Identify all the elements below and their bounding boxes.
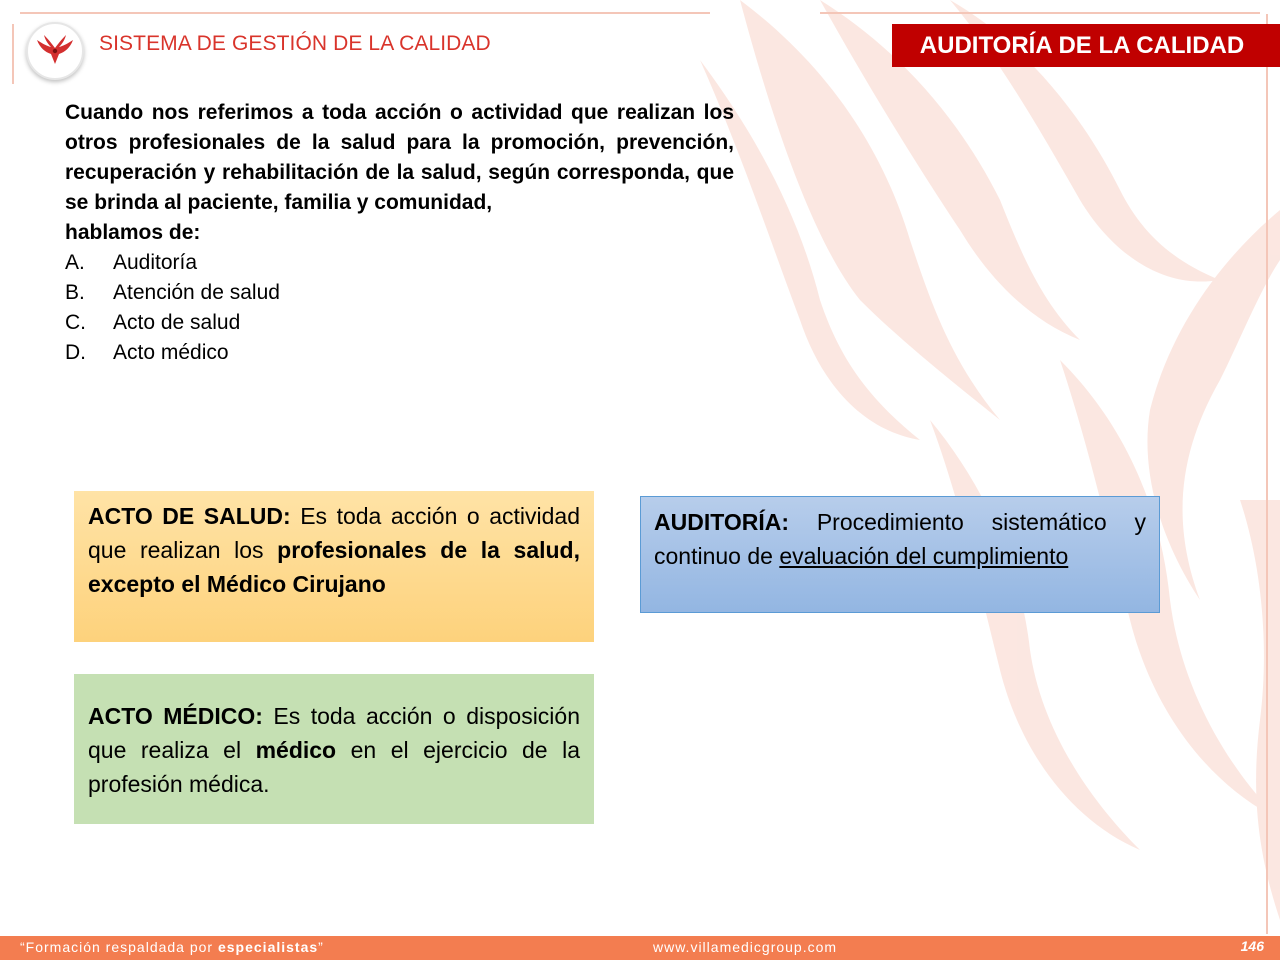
option-text: Atención de salud: [113, 281, 280, 304]
option-b: [65, 278, 734, 308]
option-letter: C.: [65, 311, 86, 334]
page-number: 146: [1240, 938, 1264, 954]
auditoria-box: [640, 496, 1160, 613]
footer-slogan: [20, 939, 324, 955]
slogan-post: ”: [318, 939, 324, 955]
acto-de-salud-text: Es toda acción o actividad que realizan los: [88, 503, 581, 563]
option-text: Acto de salud: [113, 311, 241, 334]
footer-bar: [0, 936, 1280, 960]
auditoria-term: AUDITORÍA:: [654, 509, 790, 535]
phoenix-logo-icon: [35, 34, 75, 68]
answer-options: [65, 248, 734, 368]
top-frame-line: [20, 12, 710, 14]
option-d: [65, 338, 734, 368]
acto-medico-text: Es toda acción o disposición que realiza el: [88, 703, 580, 763]
option-text: Auditoría: [113, 251, 198, 274]
slogan-pre: “Formación respaldada por: [20, 939, 218, 955]
auditoria-text: Procedimiento sistemático y continuo de: [654, 509, 1146, 569]
option-letter: A.: [65, 251, 85, 274]
question-text: Cuando nos referimos a toda acción o actividad que realizan los otros profesionales de la salud para la promoción, prevención, recuperación y rehabilitación de la salud, según corresponda, que se brinda al paciente, familia y comunidad,: [65, 101, 734, 214]
acto-medico-text-end: en el ejercicio de la profesión médica.: [88, 737, 580, 797]
option-letter: D.: [65, 341, 86, 364]
auditoria-underlined: evaluación del cumplimiento: [779, 543, 1069, 569]
option-letter: B.: [65, 281, 85, 304]
acto-de-salud-box: [74, 491, 594, 642]
left-frame-line: [12, 24, 14, 84]
option-a: [65, 248, 734, 278]
option-c: [65, 308, 734, 338]
acto-medico-bold: médico: [255, 737, 337, 763]
slogan-bold: especialistas: [217, 939, 319, 955]
acto-de-salud-bold: profesionales de la salud, excepto el Médico Cirujano: [88, 537, 580, 597]
acto-medico-box: [74, 674, 594, 824]
phoenix-watermark-icon: [700, 0, 1280, 936]
acto-medico-term: ACTO MÉDICO:: [88, 703, 263, 729]
acto-de-salud-term: ACTO DE SALUD:: [88, 503, 291, 529]
footer-url: www.villamedicgroup.com: [653, 939, 838, 955]
top-right-frame-line: [820, 12, 1260, 14]
question-tail: hablamos de:: [65, 221, 201, 244]
option-text: Acto médico: [113, 341, 229, 364]
system-title: SISTEMA DE GESTIÓN DE LA CALIDAD: [99, 32, 491, 55]
question-block: [65, 98, 734, 368]
right-frame-line: [1266, 14, 1268, 934]
section-banner: AUDITORÍA DE LA CALIDAD: [892, 24, 1280, 67]
logo: [26, 22, 84, 80]
